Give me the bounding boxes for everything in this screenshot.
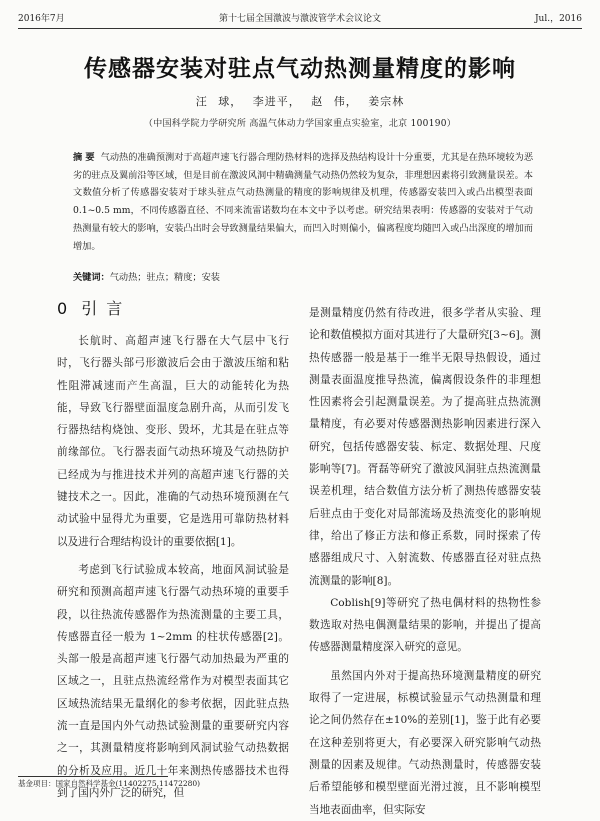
abstract-text: 气动热的准确预测对于高超声速飞行器合理防热材料的选择及热结构设计十分重要，尤其是在热环境较为恶劣的驻点及翼前沿等区域，但是目前在激波风洞中精确测量气动热仍然较为复杂，非理想因素将引致测量误差。本文数值分析了传感器安装对于球头驻点气动热测量的精度的影响规律及机理，传感器安装凹入或凸出模型表面 0.1~0.5 mm，不同传感器直径、不同来流雷诺数均在本文中予以考虑。研究结果表明：传感器的安装对于气动热测量有较大的影响，安装凸出时会导致测量结果偏大，而凹入时则偏小，偏离程度均随凹入或凸出深度的增加而增加。	[73, 152, 534, 252]
header-rule	[18, 28, 582, 29]
body-paragraph: 考虑到飞行试验成本较高，地面风洞试验是研究和预测高超声速飞行器气动热环境的重要手段，以往热流传感器作为热流测量的主要工具，传感器直径一般为 1~2mm 的柱状传感器[2]。头部一般是高超声速飞行器气动加热最为严重的区域之一，且驻点热流经常作为对模型表面其它区域热流结果无量纲化的参考依据，因此驻点热流一直是国内外气动热试验测量的重要研究内容之一，其测量精度将影响到风洞试验气动热数据的分析及应用。近几十年来测热传感器技术也得到了国内外广泛的研究，但	[57, 563, 289, 799]
section-heading	[57, 296, 124, 319]
abstract-label: 摘 要	[73, 152, 95, 163]
body-paragraph: 是测量精度仍然有待改进，很多学者从实验、理论和数值模拟方面对其进行了大量研究[3~6]。测热传感器一般是基于一维半无限导热假设，通过测量表面温度推导热流，偏离假设条件的非理想性因素将会引起测量误差。为了提高驻点热流测量精度，有必要对传感器测热影响因素进行深入研究，包括传感器安装、标定、数据处理、尺度影响等[7]。胥磊等研究了激波风洞驻点热流测量误差机理，结合数值方法分析了测热传感器安装后驻点由于变化对局部流场及热流变化的影响规律，给出了修正方法和修正系数，同时探索了传感器组成尺寸、入射流数、传感器直径对驻点热流测量的影响[8]。	[309, 307, 541, 587]
running-head-issue: Jul.，2016	[534, 14, 582, 24]
keywords	[73, 270, 533, 286]
authors: 汪 球， 李进平， 赵 伟， 姜宗林	[195, 95, 405, 108]
right-column	[309, 302, 541, 816]
keywords-label: 关键词：	[73, 272, 110, 283]
paper-title: 传感器安装对驻点气动热测量精度的影响	[84, 56, 516, 82]
body-paragraph: Coblish[9]等研究了热电偶材料的热物性参数选取对热电偶测量结果的影响，并提出了提高传感器测量精度深入研究的意见。	[309, 596, 541, 654]
section-title: 引 言	[81, 299, 125, 318]
running-head-conference: 第十七届全国激波与激波管学术会议论文	[218, 14, 381, 24]
footnote-rule	[18, 776, 168, 777]
section-number: 0	[57, 299, 70, 318]
keywords-text: 气动热；驻点；精度；安装	[109, 272, 220, 283]
body-paragraph: 长航时、高超声速飞行器在大气层中飞行时，飞行器头部弓形激波后会由于激波压缩和粘性阻滞减速而产生高温，巨大的动能转化为热能，导致飞行器壁面温度急剧升高，从而引发飞行器热结构烧蚀、变形、毁坏，尤其是在驻点等前缘部位。飞行器表面气动热环境及气动热防护已经成为与推进技术并列的高超声速飞行器的关键技术之一。因此，准确的气动热环境预测在气动试验中显得尤为重要，它是选用可靠防热材料以及进行合理结构设计的重要依据[1]。	[57, 335, 289, 548]
running-head	[18, 12, 582, 26]
running-head-date: 2016年7月	[18, 14, 65, 24]
affiliation: （中国科学院力学研究所 高温气体动力学国家重点实验室，北京 100190）	[143, 119, 457, 129]
abstract	[73, 149, 533, 255]
footnote-funding: 基金项目：国家自然科学基金(11402275,11472280)	[18, 779, 201, 788]
body-paragraph: 虽然国内外对于提高热环境测量精度的研究取得了一定进展，标模试验显示气动热测量和理论之间仍然存在±10%的差别[1]，鉴于此有必要在这种差别将更大，有必要深入研究影响气动热测量的因素及规律。气动热测量时，传感器安装后希望能够和模型壁面光滑过渡，且不影响模型当地表面曲率，但实际安	[309, 669, 541, 816]
